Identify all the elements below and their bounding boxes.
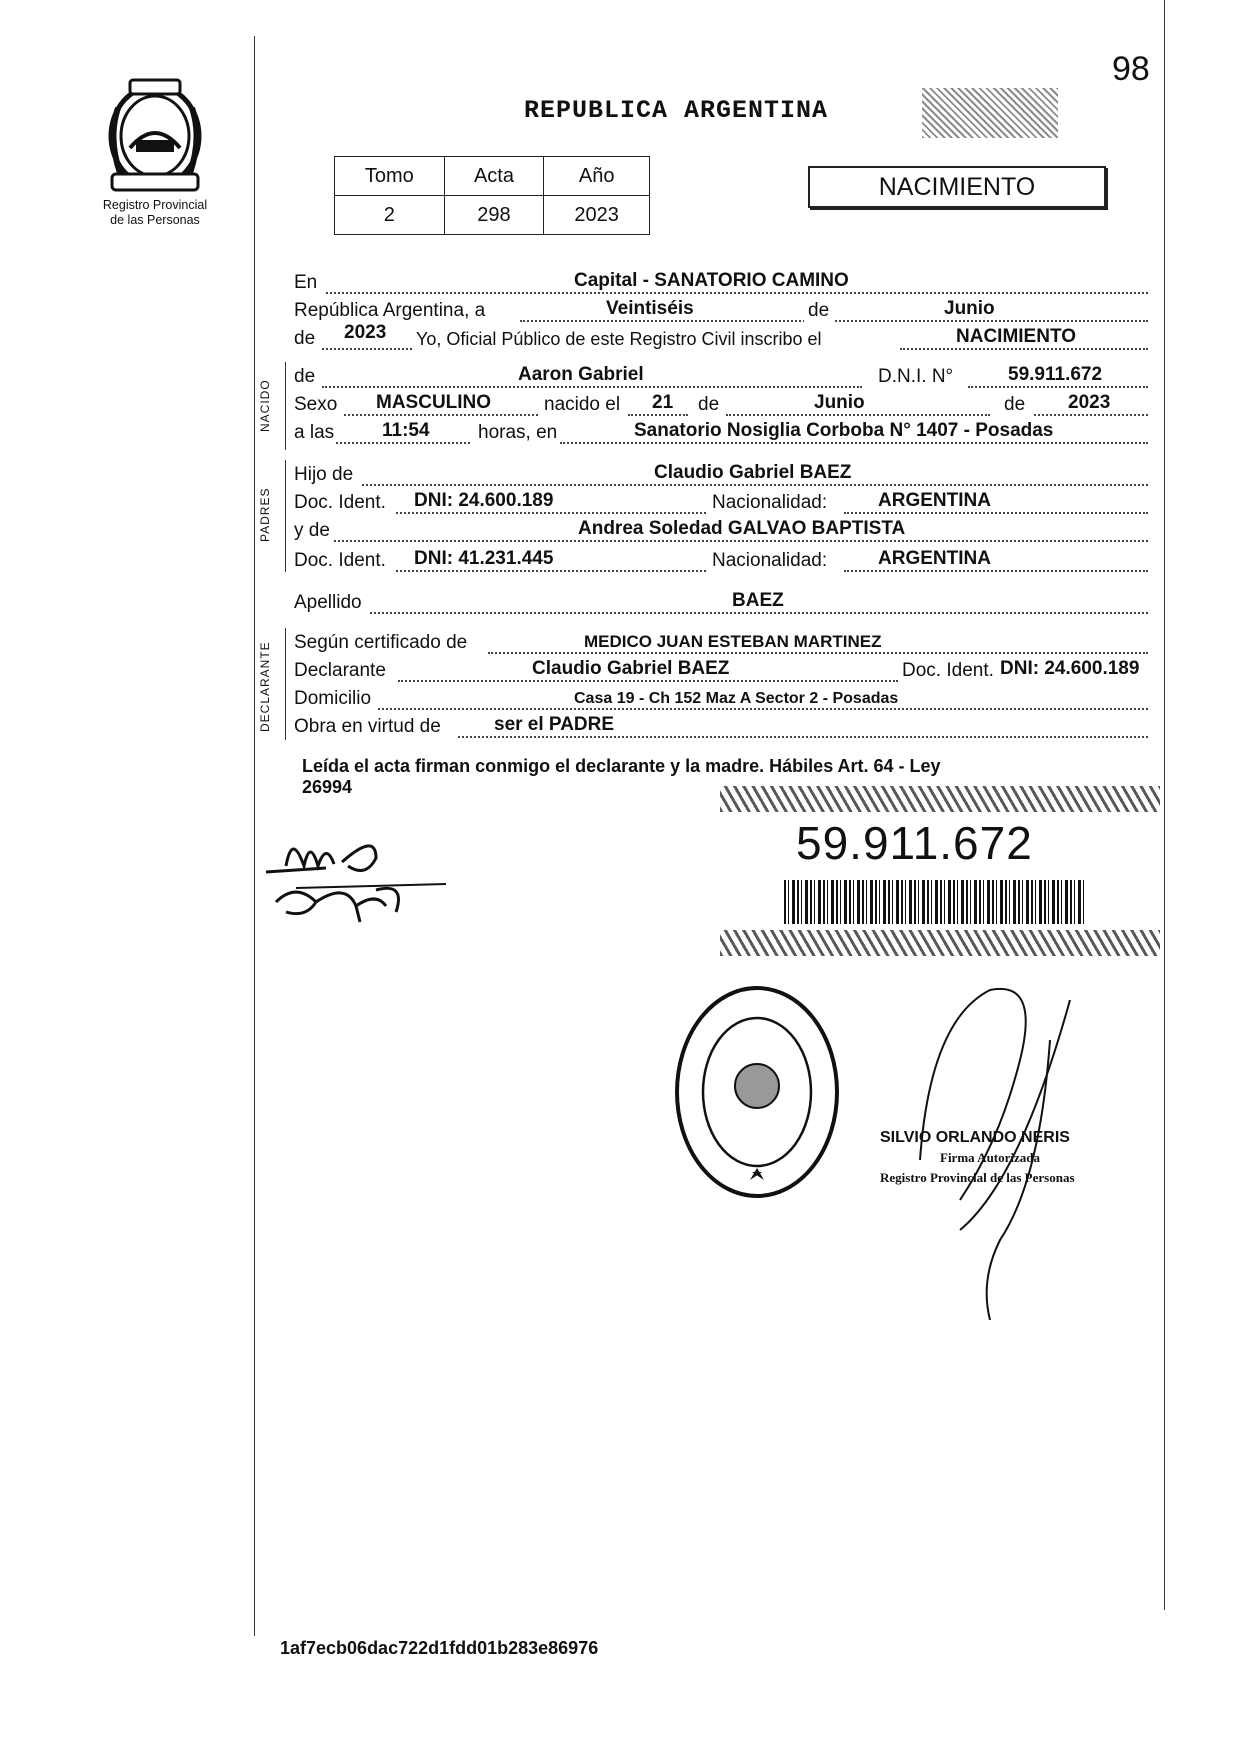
value-hora: 11:54	[382, 420, 430, 441]
row-madre	[292, 516, 1148, 544]
register-table	[334, 156, 650, 235]
value-lugar: Capital - SANATORIO CAMINO	[574, 270, 849, 291]
barcode	[784, 880, 1084, 924]
label-y-de: y de	[294, 520, 330, 541]
official-name: SILVIO ORLANDO NERIS	[880, 1129, 1070, 1146]
label-republica: República Argentina, a	[294, 300, 486, 321]
value-nac-dia: 21	[652, 392, 674, 413]
dotted-line	[398, 680, 898, 682]
left-margin-line	[254, 36, 255, 1636]
declarante-bracket	[285, 628, 286, 740]
value-madre-doc: DNI: 41.231.445	[414, 548, 554, 569]
anio-header: Año	[544, 157, 650, 196]
value-apellido: BAEZ	[732, 590, 784, 611]
dotted-line	[396, 570, 730, 572]
side-label-declarante: DECLARANTE	[258, 641, 272, 732]
value-dia: Veintiséis	[606, 298, 694, 319]
security-band-bottom	[720, 930, 1160, 956]
registry-name-line1: Registro Provincial	[102, 198, 208, 212]
tomo-value: 2	[335, 196, 445, 235]
label-domicilio: Domicilio	[294, 688, 372, 709]
row-acto	[292, 324, 1148, 352]
dotted-line	[336, 442, 470, 444]
label-a-las: a las	[294, 422, 335, 443]
dotted-line	[488, 652, 1148, 654]
value-certificado: MEDICO JUAN ESTEBAN MARTINEZ	[584, 632, 882, 651]
row-certificado	[292, 628, 1148, 656]
anio-value: 2023	[544, 196, 650, 235]
value-lugar-nac: Sanatorio Nosiglia Corboba N° 1407 - Posadas	[634, 420, 1054, 441]
dotted-line	[726, 414, 990, 416]
value-padre: Claudio Gabriel BAEZ	[654, 462, 852, 483]
official-office: Registro Provincial de las Personas	[880, 1170, 1075, 1185]
acta-value: 298	[444, 196, 544, 235]
value-acto: NACIMIENTO	[956, 326, 1076, 347]
province-logo	[100, 78, 210, 196]
document-type-box: NACIMIENTO	[808, 166, 1106, 208]
right-margin-line	[1164, 0, 1165, 1610]
row-domicilio	[292, 684, 1148, 712]
value-mes: Junio	[944, 298, 995, 319]
row-en	[292, 268, 1148, 296]
dotted-line	[334, 540, 1148, 542]
dotted-line	[900, 348, 1148, 350]
value-anio: 2023	[344, 322, 387, 343]
label-de-nombre: de	[294, 366, 316, 387]
label-de-anio: de	[294, 328, 316, 349]
label-doc-ident-padre: Doc. Ident.	[294, 492, 386, 513]
label-declarante: Declarante	[294, 660, 386, 681]
dotted-line	[362, 484, 1148, 486]
register-table-value-row	[335, 196, 650, 235]
row-madre-doc	[292, 546, 1148, 574]
value-madre-nac: ARGENTINA	[878, 548, 991, 569]
dotted-line	[844, 512, 1148, 514]
row-padre-doc	[292, 488, 1148, 516]
label-hijo-de: Hijo de	[294, 464, 354, 485]
security-stamp	[922, 88, 1058, 138]
label-de: de	[804, 300, 833, 322]
label-horas-en: horas, en	[478, 422, 558, 443]
document-hash: 1af7ecb06dac722d1fdd01b283e86976	[280, 1638, 599, 1658]
row-republica	[292, 296, 1148, 324]
row-padre	[292, 460, 1148, 488]
security-band-top	[720, 786, 1160, 812]
register-table-header-row	[335, 157, 650, 196]
value-declarante-doc: DNI: 24.600.189	[1000, 658, 1140, 679]
registry-name	[70, 198, 240, 228]
registry-seal	[672, 982, 842, 1202]
dotted-line	[344, 414, 538, 416]
barcode-number: 59.911.672	[796, 817, 1033, 869]
label-segun-certificado: Según certificado de	[294, 632, 468, 653]
side-label-padres: PADRES	[258, 487, 272, 542]
dotted-line	[378, 708, 1148, 710]
acta-header: Acta	[444, 157, 544, 196]
label-sexo: Sexo	[294, 394, 338, 415]
label-nacionalidad-padre: Nacionalidad:	[708, 492, 831, 514]
padres-bracket	[285, 460, 286, 572]
registry-name-line2: de las Personas	[110, 213, 200, 227]
official-block	[880, 1128, 1075, 1188]
label-dni: D.N.I. N°	[878, 366, 954, 387]
dotted-line	[844, 570, 1148, 572]
dotted-line	[326, 292, 1148, 294]
label-doc-ident-declarante: Doc. Ident.	[902, 660, 994, 681]
label-de-nac-anio: de	[1004, 394, 1026, 415]
dotted-line	[458, 736, 1148, 738]
label-de-nac-mes: de	[698, 394, 720, 415]
closing-note-line1: Leída el acta firman conmigo el declarante y la madre. Hábiles Art. 64 - Ley	[302, 756, 941, 776]
row-hora	[292, 418, 1148, 446]
value-nac-anio: 2023	[1068, 392, 1111, 413]
value-nombre: Aaron Gabriel	[518, 364, 644, 385]
nacido-bracket	[285, 362, 286, 450]
dotted-line	[322, 348, 412, 350]
row-declarante	[292, 656, 1148, 684]
row-en-virtud	[292, 712, 1148, 740]
dotted-line	[322, 386, 862, 388]
label-doc-ident-madre: Doc. Ident.	[294, 550, 386, 571]
row-apellido	[292, 588, 1148, 616]
label-yo-oficial: Yo, Oficial Público de este Registro Civil inscribo el	[416, 329, 822, 349]
dotted-line	[520, 320, 1148, 322]
official-title: Firma Autorizada	[940, 1150, 1041, 1165]
closing-note-line2: 26994	[302, 777, 353, 797]
value-madre: Andrea Soledad GALVAO BAPTISTA	[578, 518, 906, 539]
dotted-line	[396, 512, 730, 514]
value-declarante: Claudio Gabriel BAEZ	[532, 658, 730, 679]
dotted-line	[560, 442, 1148, 444]
value-padre-nac: ARGENTINA	[878, 490, 991, 511]
label-obra-en-virtud: Obra en virtud de	[294, 716, 441, 737]
label-nacido-el: nacido el	[544, 394, 621, 415]
row-sexo	[292, 390, 1148, 418]
side-label-nacido: NACIDO	[258, 379, 272, 432]
page-number: 98	[1112, 50, 1150, 88]
country-title: REPUBLICA ARGENTINA	[524, 96, 829, 125]
label-nacionalidad-madre: Nacionalidad:	[708, 550, 831, 572]
value-en-virtud: ser el PADRE	[494, 714, 615, 735]
dotted-line	[370, 612, 1148, 614]
value-dni: 59.911.672	[1008, 364, 1103, 385]
dotted-line	[968, 386, 1148, 388]
dotted-line	[1034, 414, 1148, 416]
row-nombre	[292, 362, 1148, 390]
dotted-line	[628, 414, 688, 416]
value-domicilio: Casa 19 - Ch 152 Maz A Sector 2 - Posadas	[574, 690, 899, 707]
value-padre-doc: DNI: 24.600.189	[414, 490, 554, 511]
value-nac-mes: Junio	[814, 392, 865, 413]
tomo-header: Tomo	[335, 157, 445, 196]
label-en: En	[294, 272, 318, 293]
signature-declarante	[256, 822, 476, 942]
value-sexo: MASCULINO	[376, 392, 492, 413]
label-apellido: Apellido	[294, 592, 362, 613]
